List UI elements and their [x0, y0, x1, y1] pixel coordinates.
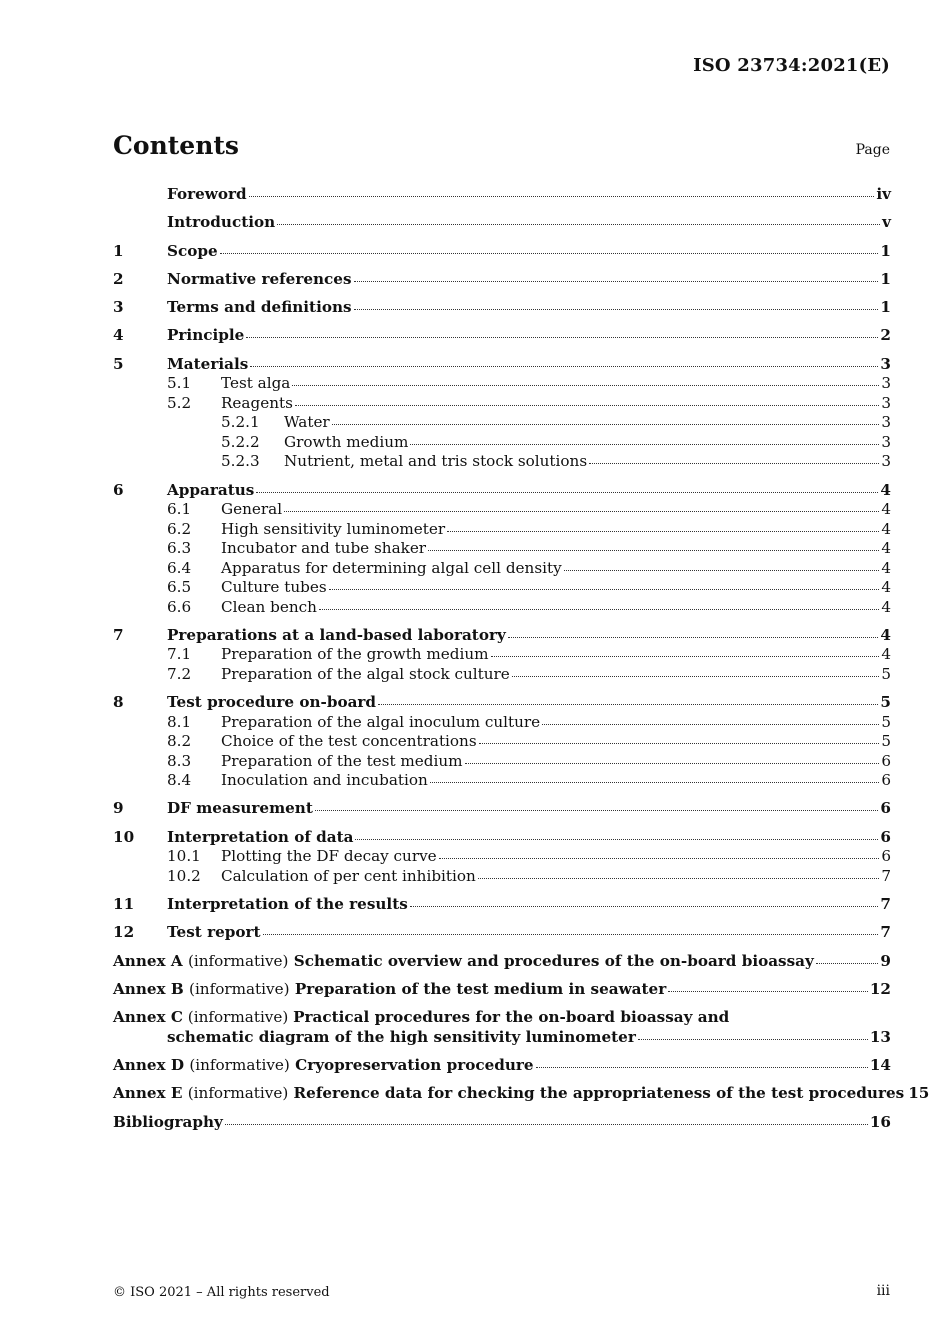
annex-title: Preparation of the test medium in seawater [294, 979, 667, 998]
toc-entry-title: Principle [167, 326, 245, 345]
dot-leader [332, 424, 880, 425]
toc-entry-title: Introduction [167, 213, 276, 232]
toc-entry-title: Plotting the DF decay curve [221, 847, 437, 866]
annex-type: (informative) [187, 1008, 289, 1027]
dot-leader [439, 858, 880, 859]
toc-entry-number: 10.1 [167, 847, 201, 866]
dot-leader [329, 589, 880, 590]
toc-entry-title: Preparation of the algal stock culture [221, 664, 510, 683]
annex-type: (informative) [187, 1084, 289, 1103]
toc-entry[interactable] [113, 665, 891, 685]
dot-leader [512, 676, 880, 677]
toc-entry-number: 6.5 [167, 578, 192, 597]
toc-entry-title: Normative references [167, 269, 352, 288]
dot-leader [355, 839, 878, 840]
toc-entry[interactable] [113, 413, 891, 433]
toc-entry-title: Preparation of the growth medium [221, 645, 489, 664]
dot-leader [295, 405, 879, 406]
toc-entry-title: Culture tubes [221, 578, 327, 597]
toc-entry-page: 6 [881, 847, 891, 866]
toc-entry-title: Incubator and tube shaker [221, 539, 427, 558]
dot-leader [638, 1039, 868, 1040]
toc-entry[interactable] [113, 520, 891, 540]
toc-annex-entry[interactable] [113, 1008, 891, 1047]
toc-entry-page: 7 [880, 895, 891, 914]
toc-entry[interactable] [113, 828, 891, 848]
toc-entry-page: 1 [880, 298, 891, 317]
toc-entry-title: Preparations at a land-based laboratory [167, 625, 506, 644]
toc-annex-text [113, 980, 666, 1000]
footer-page-number: iii [876, 1283, 890, 1299]
toc-entry-number: 6.3 [167, 539, 192, 558]
toc-entry-page: 14 [869, 1056, 891, 1075]
toc-entry[interactable] [113, 539, 891, 559]
toc-entry-number: 5.2.3 [221, 452, 260, 471]
annex-title: Reference data for checking the appropriateness of the test procedures [293, 1084, 905, 1103]
toc-entry[interactable] [113, 752, 891, 772]
dot-leader [589, 463, 879, 464]
toc-entry[interactable] [113, 771, 891, 791]
toc-entry-page: iv [876, 185, 891, 203]
standard-code: ISO 23734:2021(E) [693, 55, 890, 76]
toc-entry-title: Choice of the test concentrations [221, 732, 477, 751]
toc-entry-page: 3 [880, 354, 891, 373]
toc-entry[interactable] [113, 713, 891, 733]
toc-annex-text [113, 952, 814, 972]
toc-entry-title: Apparatus for determining algal cell density [221, 558, 562, 577]
toc-entry[interactable] [113, 847, 891, 867]
toc-entry-number: 2 [113, 269, 124, 288]
toc-entry-page: 4 [881, 597, 891, 616]
toc-entry-page: 2 [880, 326, 891, 345]
dot-leader [410, 444, 879, 445]
toc-entry[interactable] [113, 355, 891, 375]
toc-entry-number: 9 [113, 799, 124, 818]
dot-leader [536, 1067, 868, 1068]
dot-leader [292, 385, 879, 386]
toc-entry-page: 4 [881, 519, 891, 538]
toc-entry-number: 5.2.2 [221, 432, 260, 451]
toc-entry-page: 13 [869, 1027, 891, 1046]
toc-entry-number: 6.1 [167, 500, 192, 519]
toc-entry-page: 6 [881, 771, 891, 790]
toc-entry[interactable] [113, 732, 891, 752]
toc-entry-number: 6.4 [167, 558, 192, 577]
toc-entry-title: Materials [167, 354, 249, 373]
toc-entry-number: 11 [113, 895, 135, 914]
dot-leader [542, 724, 879, 725]
toc-entry-number: 8 [113, 693, 124, 712]
toc-entry-page: 4 [881, 558, 891, 577]
toc-entry-title: Reagents [221, 393, 293, 412]
toc-entry[interactable] [113, 867, 891, 887]
toc-entry[interactable] [113, 598, 891, 618]
toc-entry[interactable] [113, 578, 891, 598]
annex-label: Annex C [113, 1008, 183, 1027]
toc-annex-text [113, 1056, 534, 1076]
annex-label: Annex D [113, 1056, 185, 1075]
toc-entry-number: 8.1 [167, 712, 192, 731]
toc-entry-page: 9 [880, 951, 891, 970]
toc-entry-title: Test procedure on-board [167, 693, 377, 712]
toc-entry-page: 5 [881, 732, 891, 751]
toc-entry-number: 6 [113, 480, 124, 499]
dot-leader [447, 531, 879, 532]
toc-bibliography-entry[interactable] [113, 1113, 891, 1133]
toc-entry[interactable] [113, 452, 891, 472]
toc-entry[interactable] [113, 433, 891, 453]
toc-entry-page: 4 [880, 480, 891, 499]
toc-entry-title: Interpretation of data [167, 827, 354, 846]
toc-entry-page: 5 [880, 693, 891, 712]
toc-entry-title: Calculation of per cent inhibition [221, 866, 476, 885]
dot-leader [256, 492, 878, 493]
toc-annex-first-line [113, 1008, 891, 1028]
toc-annex-entry[interactable] [113, 1056, 891, 1076]
dot-leader [564, 570, 880, 571]
annex-title: Cryopreservation procedure [295, 1056, 534, 1075]
dot-leader [246, 337, 878, 338]
toc-entry-page: 7 [880, 923, 891, 942]
toc-entry[interactable] [113, 626, 891, 646]
toc-entry-title: Bibliography [113, 1112, 223, 1131]
dot-leader [315, 810, 879, 811]
toc-entry-page: 15 [908, 1084, 930, 1103]
dot-leader [410, 906, 879, 907]
dot-leader [378, 704, 878, 705]
toc-entry-number: 4 [113, 326, 124, 345]
toc-entry-title: Clean bench [221, 597, 317, 616]
annex-label: Annex E [113, 1084, 183, 1103]
annex-type: (informative) [187, 951, 289, 970]
toc-entry-page: 3 [881, 432, 891, 451]
dot-leader [354, 281, 879, 282]
page-title: Contents [113, 131, 240, 160]
dot-leader [284, 511, 879, 512]
toc-entry[interactable] [113, 298, 891, 318]
annex-type: (informative) [189, 1056, 290, 1075]
toc-entry-number: 6.6 [167, 597, 192, 616]
toc-entry-number: 3 [113, 298, 124, 317]
toc-entry-page: 4 [880, 625, 891, 644]
toc-entry-number: 8.3 [167, 751, 192, 770]
toc-entry-page: 12 [869, 979, 891, 998]
toc-annex-entry[interactable] [113, 980, 891, 1000]
toc-entry-page: 1 [880, 269, 891, 288]
toc-entry[interactable] [113, 270, 891, 290]
page-column-label: Page [855, 142, 890, 158]
dot-leader [430, 782, 880, 783]
toc-annex-entry[interactable] [113, 952, 891, 972]
toc-entry-number: 7 [113, 625, 124, 644]
toc-entry-page: 3 [881, 413, 891, 432]
dot-leader [508, 637, 879, 638]
toc-entry-page: 16 [869, 1112, 891, 1131]
toc-entry[interactable] [113, 799, 891, 819]
toc-annex-second-line [113, 1028, 891, 1048]
toc-entry-title: Terms and definitions [167, 298, 352, 317]
toc-entry[interactable] [113, 213, 891, 233]
toc-entry-page: 3 [881, 374, 891, 393]
toc-entry-number: 6.2 [167, 519, 192, 538]
toc-entry[interactable] [113, 895, 891, 915]
toc-entry-title: Preparation of the algal inoculum culture [221, 712, 541, 731]
toc-entry-page: 5 [881, 664, 891, 683]
toc-entry-number: 7.2 [167, 664, 192, 683]
toc-entry-title: Interpretation of the results [167, 895, 408, 914]
toc-entry-page: 6 [881, 751, 891, 770]
toc-entry[interactable] [113, 481, 891, 501]
toc-entry[interactable] [113, 923, 891, 943]
toc-entry-number: 7.1 [167, 645, 192, 664]
copyright-notice: © ISO 2021 – All rights reserved [113, 1285, 330, 1300]
toc-entry-number: 10 [113, 827, 135, 846]
toc-entry-title: General [221, 500, 283, 519]
toc-entry[interactable] [113, 374, 891, 394]
toc-entry-page: 5 [881, 712, 891, 731]
toc-entry[interactable] [113, 242, 891, 262]
toc-entry-page: 3 [881, 452, 891, 471]
dot-leader [277, 224, 880, 225]
toc-entry-title: Growth medium [284, 432, 409, 451]
dot-leader [354, 309, 879, 310]
dot-leader [249, 196, 875, 197]
toc-entry-title: Water [284, 413, 330, 432]
toc-entry[interactable] [113, 693, 891, 713]
toc-entry-page: v [882, 213, 891, 232]
toc-entry-number: 5.2.1 [221, 413, 260, 432]
toc-entry-title: Test report [167, 923, 261, 942]
toc-entry-title: High sensitivity luminometer [221, 519, 446, 538]
dot-leader [479, 743, 880, 744]
toc-entry[interactable] [113, 394, 891, 414]
toc-entry-title: Foreword [167, 185, 247, 203]
toc-entry-page: 4 [881, 539, 891, 558]
toc-entry-number: 10.2 [167, 866, 201, 885]
toc-entry-number: 8.4 [167, 771, 192, 790]
dot-leader [465, 763, 880, 764]
dot-leader [225, 1124, 868, 1125]
toc-entry-title: Scope [167, 241, 218, 260]
dot-leader [220, 253, 879, 254]
toc-entry-title: Test alga [221, 374, 291, 393]
toc-entry-page: 4 [881, 500, 891, 519]
toc-entry[interactable] [113, 559, 891, 579]
toc-entry[interactable] [113, 326, 891, 346]
dot-leader [428, 550, 879, 551]
toc-annex-entry[interactable] [113, 1084, 930, 1104]
toc-entry[interactable] [113, 500, 891, 520]
toc-entry-page: 3 [881, 393, 891, 412]
toc-entry-number: 5 [113, 354, 124, 373]
toc-entry-title: Nutrient, metal and tris stock solutions [284, 452, 588, 471]
toc-entry-page: 7 [881, 866, 891, 885]
toc-entry-number: 8.2 [167, 732, 192, 751]
dot-leader [263, 934, 879, 935]
toc-entry-title: Inoculation and incubation [221, 771, 428, 790]
annex-label: Annex A [113, 951, 183, 970]
annex-title: Practical procedures for the on-board bioassay and [293, 1008, 730, 1027]
toc-entry[interactable] [113, 185, 891, 205]
toc-entry-title: DF measurement [167, 799, 313, 818]
dot-leader [668, 991, 868, 992]
toc-entry-title: Apparatus [167, 480, 255, 499]
annex-title-continued: schematic diagram of the high sensitivity luminometer [167, 1027, 636, 1046]
toc-annex-text [113, 1084, 904, 1104]
dot-leader [319, 609, 879, 610]
toc-entry-number: 5.2 [167, 393, 192, 412]
annex-type: (informative) [189, 979, 290, 998]
annex-title: Schematic overview and procedures of the on-board bioassay [293, 951, 814, 970]
toc-entry-number: 1 [113, 241, 124, 260]
table-of-contents [113, 185, 930, 1132]
annex-label: Annex B [113, 979, 184, 998]
toc-entry-page: 6 [880, 799, 891, 818]
toc-entry-number: 5.1 [167, 374, 192, 393]
toc-entry-page: 4 [881, 578, 891, 597]
toc-entry-page: 6 [880, 827, 891, 846]
dot-leader [816, 963, 879, 964]
dot-leader [250, 366, 878, 367]
toc-entry-page: 1 [880, 241, 891, 260]
toc-entry-page: 4 [881, 645, 891, 664]
dot-leader [478, 878, 880, 879]
toc-entry-number: 12 [113, 923, 135, 942]
toc-entry[interactable] [113, 645, 891, 665]
dot-leader [491, 656, 880, 657]
toc-entry-title: Preparation of the test medium [221, 751, 463, 770]
